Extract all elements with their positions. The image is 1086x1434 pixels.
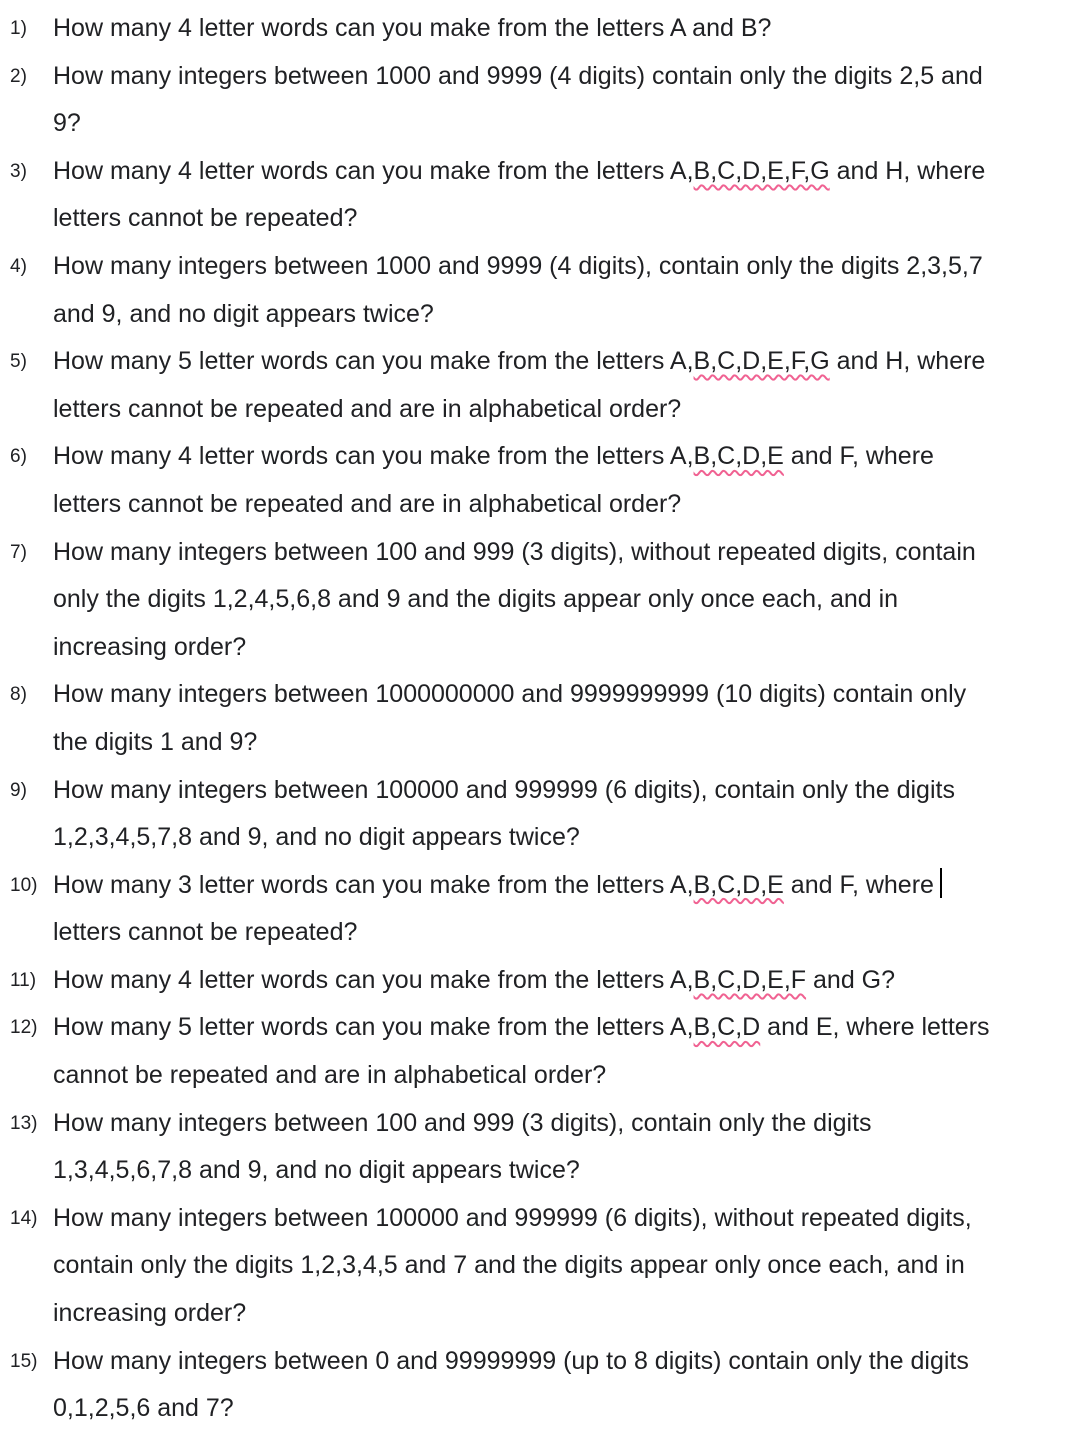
- question-text-line: [53, 5, 1084, 53]
- question-text: How many integers between 100 and 999 (3 digits), without repeated digits, contain: [53, 537, 976, 566]
- question-text-line: [53, 814, 1084, 862]
- question-number: 11): [10, 969, 37, 991]
- question-number: 6): [10, 446, 27, 468]
- question-text: letters cannot be repeated?: [53, 918, 358, 947]
- question-text-line: [53, 1290, 1084, 1338]
- question-number: 13): [10, 1112, 38, 1134]
- document-body[interactable]: [0, 5, 1086, 1433]
- question-item[interactable]: [0, 1100, 1086, 1195]
- question-text-line: [53, 433, 1084, 481]
- question-number: 15): [10, 1350, 38, 1372]
- question-text-line: [53, 148, 1084, 196]
- question-number: 1): [10, 18, 27, 39]
- question-text: and 9, and no digit appears twice?: [53, 299, 434, 328]
- question-text: How many integers between 100000 and 999999 (6 digits), without repeated digits,: [53, 1203, 972, 1232]
- question-text: How many integers between 100 and 999 (3 digits), contain only the digits: [53, 1108, 872, 1137]
- question-number: 8): [10, 684, 27, 706]
- question-text-line: [53, 957, 1084, 1005]
- question-number: 7): [10, 541, 27, 563]
- question-text-line: [53, 195, 1084, 243]
- question-text-line: [53, 1004, 1084, 1052]
- question-number: 14): [10, 1207, 38, 1229]
- question-text-line: [53, 291, 1084, 339]
- question-text: How many 4 letter words can you make from the letters A,: [53, 442, 694, 471]
- text-cursor: [940, 868, 942, 898]
- question-text: increasing order?: [53, 1299, 247, 1328]
- spellcheck-flagged-text: B,C,D,E,F,G: [693, 156, 830, 185]
- question-text-line: [53, 624, 1084, 672]
- spellcheck-flagged-text: B,C,D: [693, 1013, 761, 1042]
- question-text-line: [53, 1100, 1084, 1148]
- question-text-line: [53, 1195, 1084, 1243]
- question-text: How many 4 letter words can you make from the letters A and B?: [53, 14, 772, 42]
- question-text: How many integers between 0 and 99999999 (up to 8 digits) contain only the digits: [53, 1346, 969, 1375]
- question-item[interactable]: [0, 1338, 1086, 1433]
- question-text: letters cannot be repeated and are in alphabetical order?: [53, 394, 682, 423]
- spellcheck-flagged-text: B,C,D,E,F,G: [693, 347, 830, 376]
- question-text: cannot be repeated and are in alphabetical order?: [53, 1061, 607, 1090]
- question-item[interactable]: [0, 767, 1086, 862]
- question-text: How many 5 letter words can you make from the letters A,: [53, 347, 694, 376]
- question-text: letters cannot be repeated?: [53, 204, 358, 233]
- question-text: How many 4 letter words can you make from the letters A,: [53, 156, 694, 185]
- question-text: and E, where letters: [760, 1013, 990, 1042]
- question-number: 10): [10, 874, 38, 896]
- question-text: How many 3 letter words can you make from the letters A,: [53, 870, 694, 899]
- question-text-line: [53, 1338, 1084, 1386]
- question-number: 2): [10, 65, 27, 87]
- question-text: How many integers between 100000 and 999999 (6 digits), contain only the digits: [53, 775, 955, 804]
- question-number: 3): [10, 160, 27, 182]
- question-text: and F, where: [783, 870, 934, 899]
- question-text: the digits 1 and 9?: [53, 727, 258, 756]
- question-text: contain only the digits 1,2,3,4,5 and 7 and the digits appear only once each, and in: [53, 1251, 965, 1280]
- question-number: 5): [10, 351, 27, 373]
- question-text-line: [53, 100, 1084, 148]
- question-text-line: [53, 386, 1084, 434]
- question-text-line: [53, 1147, 1084, 1195]
- question-text: How many 5 letter words can you make from the letters A,: [53, 1013, 694, 1042]
- question-item[interactable]: [0, 671, 1086, 766]
- question-text: only the digits 1,2,4,5,6,8 and 9 and the digits appear only once each, and in: [53, 585, 899, 614]
- question-text-line: [53, 1242, 1084, 1290]
- question-text: and H, where: [829, 347, 986, 376]
- question-text-line: [53, 53, 1084, 101]
- question-number: 12): [10, 1017, 38, 1039]
- question-text: letters cannot be repeated and are in alphabetical order?: [53, 489, 682, 518]
- question-text-line: [53, 909, 1084, 957]
- question-item[interactable]: [0, 1004, 1086, 1099]
- question-text: 0,1,2,5,6 and 7?: [53, 1394, 234, 1423]
- question-number: 9): [10, 779, 27, 801]
- question-item[interactable]: [0, 433, 1086, 528]
- question-item[interactable]: [0, 148, 1086, 243]
- question-item[interactable]: [0, 243, 1086, 338]
- question-text-line: [53, 243, 1084, 291]
- question-list: [0, 5, 1086, 1433]
- question-item[interactable]: [0, 338, 1086, 433]
- question-item[interactable]: [0, 1195, 1086, 1338]
- question-text-line: [53, 529, 1084, 577]
- question-text: 9?: [53, 109, 81, 138]
- question-text-line: [53, 862, 1084, 910]
- spellcheck-flagged-text: B,C,D,E: [693, 870, 784, 899]
- question-item[interactable]: [0, 5, 1086, 53]
- question-text: How many integers between 1000 and 9999 (4 digits) contain only the digits 2,5 and: [53, 61, 983, 90]
- question-text-line: [53, 1385, 1084, 1433]
- question-text-line: [53, 576, 1084, 624]
- question-text-line: [53, 481, 1084, 529]
- question-item[interactable]: [0, 53, 1086, 148]
- question-text: and G?: [806, 965, 896, 994]
- question-text: increasing order?: [53, 632, 247, 661]
- question-text: How many integers between 1000000000 and 9999999999 (10 digits) contain only: [53, 680, 967, 709]
- question-text: How many integers between 1000 and 9999 (4 digits), contain only the digits 2,3,5,7: [53, 251, 983, 280]
- question-text-line: [53, 719, 1084, 767]
- question-text-line: [53, 767, 1084, 815]
- spellcheck-flagged-text: B,C,D,E,F: [693, 965, 807, 994]
- question-number: 4): [10, 255, 27, 277]
- question-text: How many 4 letter words can you make from the letters A,: [53, 965, 694, 994]
- question-text: 1,3,4,5,6,7,8 and 9, and no digit appears twice?: [53, 1156, 580, 1185]
- question-text-line: [53, 1052, 1084, 1100]
- question-text: 1,2,3,4,5,7,8 and 9, and no digit appears twice?: [53, 823, 580, 852]
- question-item[interactable]: [0, 529, 1086, 672]
- question-item[interactable]: [0, 862, 1086, 957]
- question-text-line: [53, 338, 1084, 386]
- question-item[interactable]: [0, 957, 1086, 1005]
- question-text: and H, where: [829, 156, 986, 185]
- spellcheck-flagged-text: B,C,D,E: [693, 442, 784, 471]
- question-text-line: [53, 671, 1084, 719]
- question-text: and F, where: [783, 442, 934, 471]
